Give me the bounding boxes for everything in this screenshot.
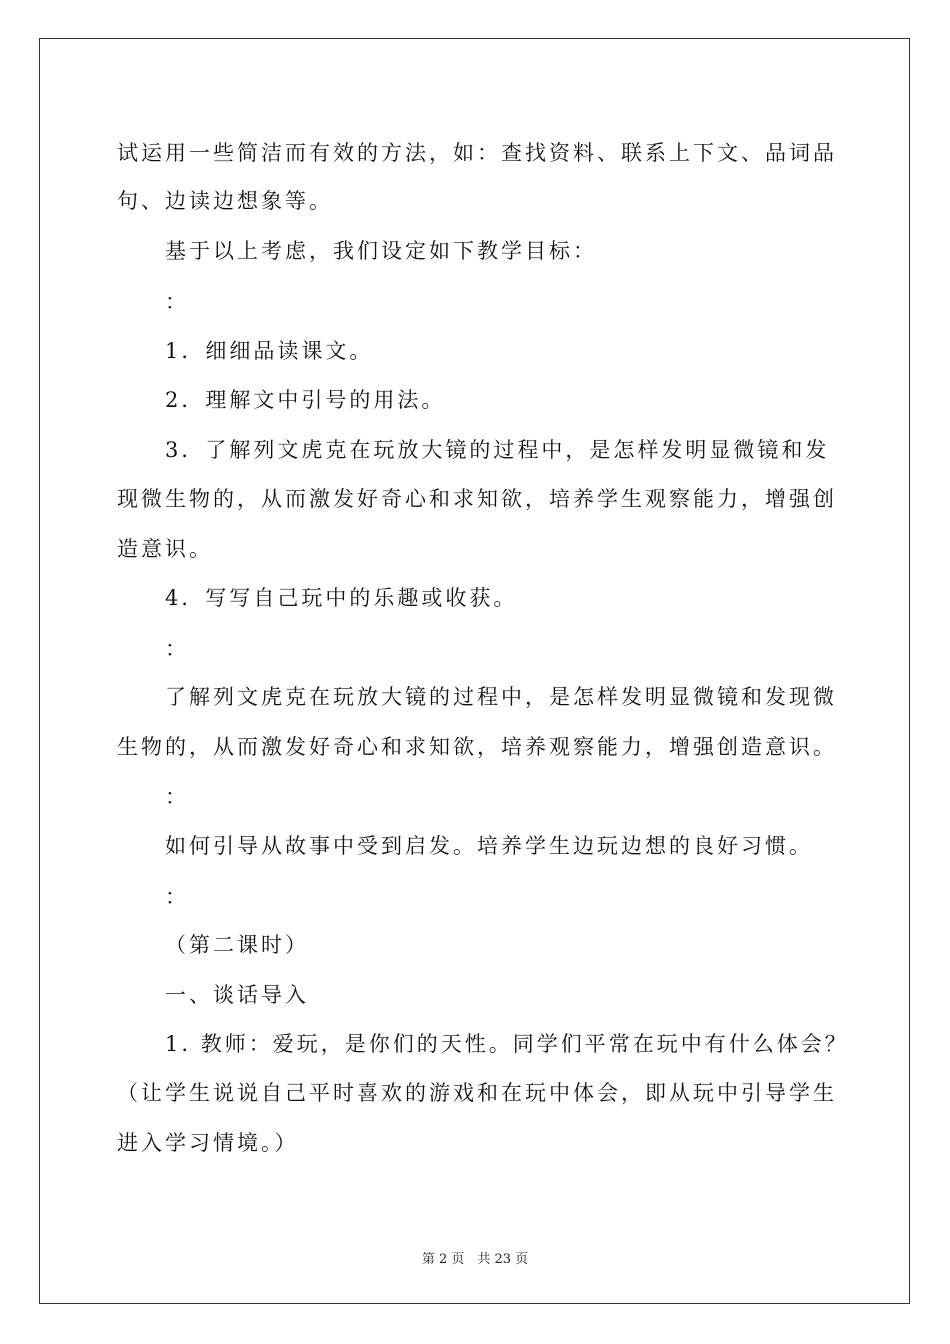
text-line: （让学生说说自己平时喜欢的游戏和在玩中体会，即从玩中引导学生 — [117, 1081, 837, 1105]
text-line: 一、谈话导入 — [165, 983, 309, 1007]
text-line: 生物的，从而激发好奇心和求知欲，培养观察能力，增强创造意识。 — [117, 735, 837, 759]
text-line: ： — [165, 290, 189, 314]
text-line: 1. 教师：爱玩，是你们的天性。同学们平常在玩中有什么体会？ — [165, 1032, 849, 1056]
text-line: （第二课时） — [165, 933, 309, 957]
text-line: 2．理解文中引号的用法。 — [165, 388, 446, 412]
page-border — [39, 38, 910, 1304]
text-line: ： — [165, 637, 189, 661]
text-line: 1．细细品读课文。 — [165, 339, 374, 363]
text-line: 造意识。 — [117, 537, 213, 561]
text-line: 如何引导从故事中受到启发。培养学生边玩边想的良好习惯。 — [165, 834, 813, 858]
text-line: 试运用一些简洁而有效的方法，如：查找资料、联系上下文、品词品 — [117, 141, 837, 165]
text-line: 句、边读边想象等。 — [117, 189, 333, 213]
text-line: 进入学习情境。） — [117, 1131, 299, 1155]
text-line: 了解列文虎克在玩放大镜的过程中，是怎样发明显微镜和发现微 — [165, 685, 837, 709]
page-footer: 第 2 页 共 23 页 — [421, 1252, 529, 1267]
text-line: 4．写写自己玩中的乐趣或收获。 — [165, 586, 518, 610]
text-line: 3．了解列文虎克在玩放大镜的过程中，是怎样发明显微镜和发 — [165, 438, 830, 462]
text-line: ： — [165, 785, 189, 809]
text-line: 现微生物的，从而激发好奇心和求知欲，培养学生观察能力，增强创 — [117, 487, 837, 511]
text-line: 基于以上考虑，我们设定如下教学目标： — [165, 239, 597, 263]
text-line: ： — [165, 885, 189, 909]
